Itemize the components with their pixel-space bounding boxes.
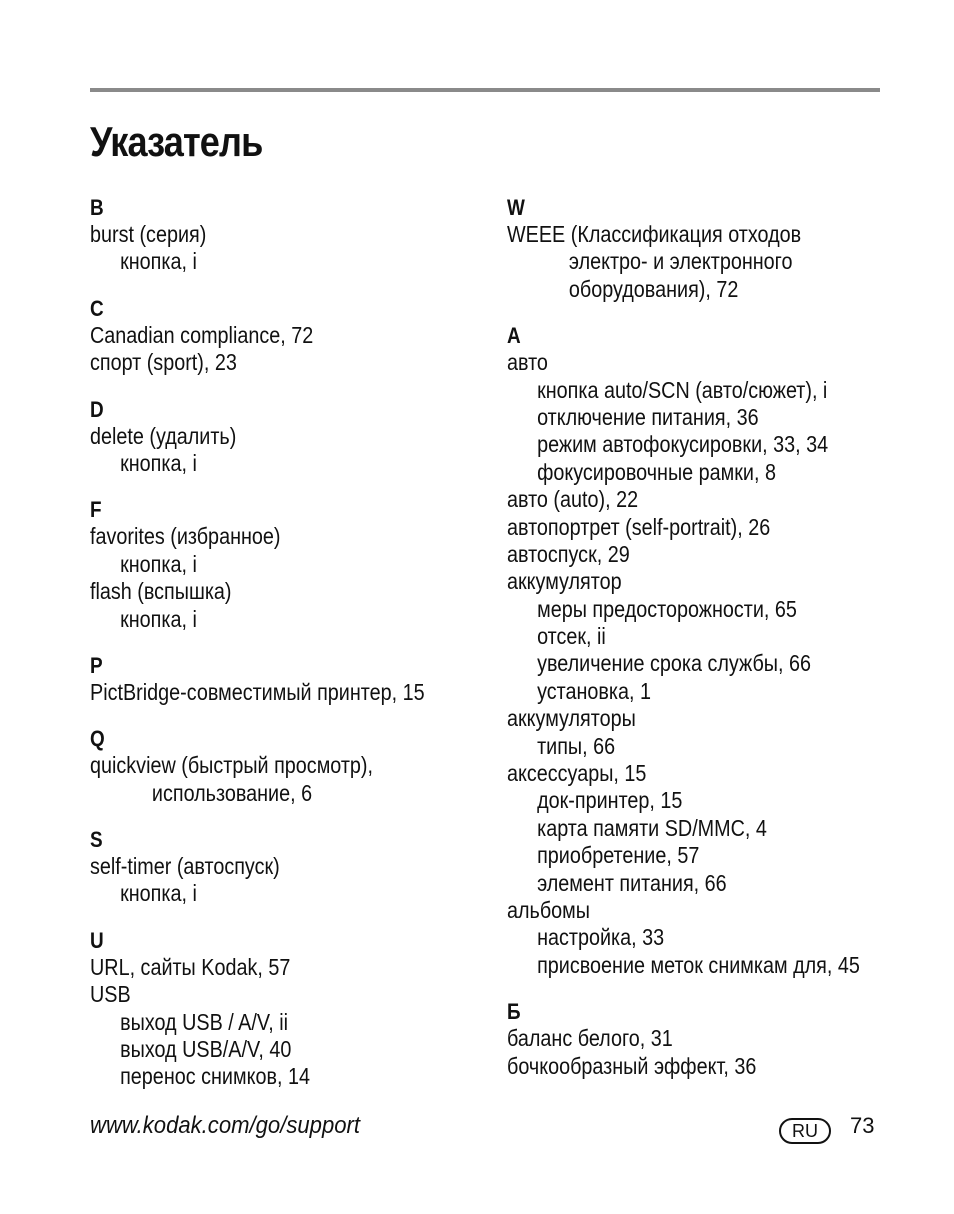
index-entry: URL, сайты Kodak, 57 xyxy=(90,953,291,980)
index-subentry: отключение питания, 36 xyxy=(537,403,759,430)
index-entry: аксессуары, 15 xyxy=(507,760,647,787)
index-subentry: кнопка auto/SCN (авто/сюжет), i xyxy=(537,376,828,403)
index-entry: PictBridge-совместимый принтер, 15 xyxy=(90,678,425,705)
index-subentry: меры предосторожности, 65 xyxy=(537,595,797,622)
index-letter-heading: W xyxy=(507,195,525,220)
index-letter-heading: B xyxy=(90,195,104,220)
index-entry: бочкообразный эффект, 36 xyxy=(507,1052,757,1079)
index-subentry: отсек, ii xyxy=(537,623,606,650)
index-letter-heading: Q xyxy=(90,726,105,752)
index-subentry: фокусировочные рамки, 8 xyxy=(537,458,776,485)
index-subentry: кнопка, i xyxy=(120,550,197,577)
index-entry: favorites (избранное) xyxy=(90,523,281,550)
index-letter-heading: D xyxy=(90,396,104,422)
support-url[interactable]: www.kodak.com/go/support xyxy=(90,1112,361,1139)
index-subentry: оборудования), 72 xyxy=(568,275,739,302)
index-entry: спорт (sport), 23 xyxy=(90,349,237,376)
index-subentry: док-принтер, 15 xyxy=(537,787,683,814)
index-subentry: кнопка, i xyxy=(120,248,197,275)
index-subentry: перенос снимков, 14 xyxy=(120,1063,310,1090)
index-subentry: кнопка, i xyxy=(120,605,197,632)
index-subentry: присвоение меток снимкам для, 45 xyxy=(537,951,860,978)
index-entry: альбомы xyxy=(507,896,591,923)
page-number: 73 xyxy=(850,1113,875,1138)
page-title: Указатель xyxy=(90,118,263,165)
index-column-right xyxy=(507,194,954,1080)
index-letter-heading: F xyxy=(90,497,102,523)
index-subentry: настройка, 33 xyxy=(537,924,665,951)
index-subentry: установка, 1 xyxy=(537,677,652,704)
index-subentry: выход USB / A/V, ii xyxy=(120,1008,289,1035)
index-entry: WEEE (Классификация отходов xyxy=(507,221,802,247)
index-subentry: увеличение срока службы, 66 xyxy=(537,650,812,677)
index-entry: delete (удалить) xyxy=(90,422,237,449)
index-column-left xyxy=(90,194,560,1091)
index-letter-heading: А xyxy=(507,323,521,349)
index-entry: автопортрет (self-portrait), 26 xyxy=(507,513,771,540)
index-entry: USB xyxy=(90,981,131,1008)
index-entry: аккумуляторы xyxy=(507,705,636,732)
index-entry: автоспуск, 29 xyxy=(507,540,630,567)
index-subentry: выход USB/A/V, 40 xyxy=(120,1036,292,1063)
language-badge: RU xyxy=(779,1118,831,1144)
index-subentry: режим автофокусировки, 33, 34 xyxy=(537,431,829,458)
index-subentry: кнопка, i xyxy=(120,880,197,907)
index-subentry: приобретение, 57 xyxy=(537,842,700,869)
header-rule xyxy=(90,88,880,92)
index-subentry: использование, 6 xyxy=(151,779,313,806)
index-entry: self-timer (автоспуск) xyxy=(90,853,280,880)
index-entry: авто xyxy=(507,349,548,376)
index-entry: burst (серия) xyxy=(90,221,207,247)
index-letter-heading: C xyxy=(90,295,104,321)
index-entry: quickview (быстрый просмотр), xyxy=(90,752,374,779)
index-entry: баланс белого, 31 xyxy=(507,1025,673,1052)
index-subentry: типы, 66 xyxy=(537,732,616,759)
index-subentry: кнопка, i xyxy=(120,449,197,476)
index-letter-heading: P xyxy=(90,652,103,678)
index-entry: аккумулятор xyxy=(507,568,622,595)
index-entry: авто (auto), 22 xyxy=(507,486,639,513)
index-entry: Canadian compliance, 72 xyxy=(90,321,314,348)
index-letter-heading: S xyxy=(90,827,103,853)
index-letter-heading: Б xyxy=(507,999,521,1025)
index-subentry: карта памяти SD/MMC, 4 xyxy=(537,814,767,841)
index-letter-heading: U xyxy=(90,927,104,953)
index-entry: flash (вспышка) xyxy=(90,578,232,605)
index-subentry: элемент питания, 66 xyxy=(537,869,727,896)
index-subentry: электро- и электронного xyxy=(568,248,793,275)
